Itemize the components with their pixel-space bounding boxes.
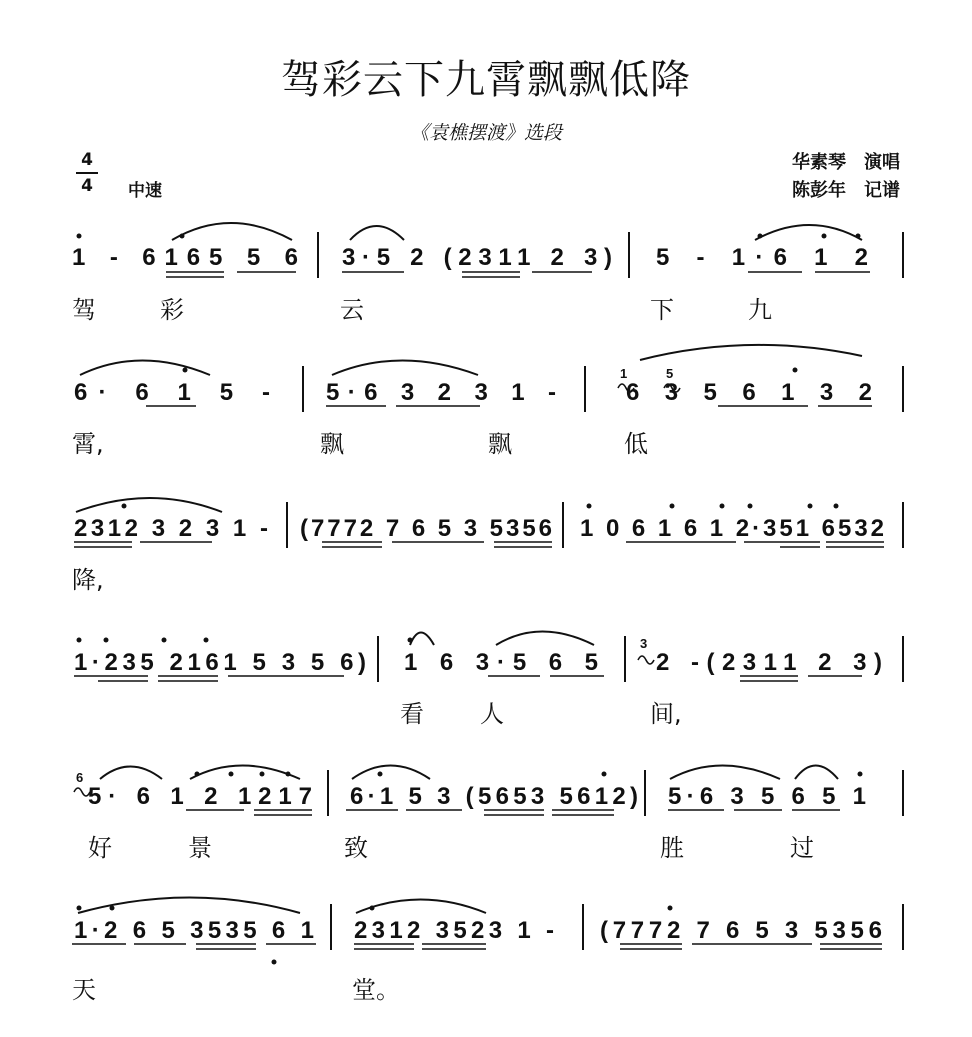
grace-hooks	[74, 384, 680, 796]
lyric-char: 致	[344, 834, 368, 862]
measure-notes: 1·235 2161 5 3 5 6)	[74, 649, 366, 676]
slur	[76, 498, 222, 512]
lyric-char: 过	[790, 834, 814, 862]
slur	[795, 766, 838, 780]
time-signature-bottom: 4	[81, 176, 93, 196]
lyric-char: 人	[480, 700, 504, 728]
measure-notes: 1 - 6165 5 6	[72, 244, 298, 271]
lyric-char: 天	[72, 976, 96, 1004]
measure-notes: (7772 7 6 5 3 5356	[600, 917, 882, 944]
lyric-char: 九	[748, 296, 772, 324]
measure-notes: 1 0 6 1 6 1 2·351 6532	[580, 515, 884, 542]
measure-notes: 5 - 1·6 1 2	[656, 244, 868, 271]
measure-notes: 2 -(2311 2 3)	[656, 649, 882, 676]
measure-notes: 6 3 5 6 1 3 2	[626, 379, 872, 406]
slur	[410, 633, 434, 646]
low-octave-dot	[272, 960, 277, 965]
measure-notes: 3·5 2 (2311 2 3)	[342, 244, 612, 271]
lyric-char: 间,	[650, 700, 682, 728]
measure-notes: 2312 3 2 3 1 -	[74, 515, 268, 542]
tempo-marking: 中速	[128, 181, 162, 201]
measure-notes: 5·6 3 5 6 5 1	[668, 783, 866, 810]
measure-notes: 1 6 3·5 6 5	[404, 649, 598, 676]
measure-notes: (7772 7 6 5 3 5356	[300, 515, 552, 542]
performer-credit: 华素琴 演唱	[792, 152, 900, 173]
lyric-char: 看	[400, 700, 424, 728]
slur	[350, 226, 404, 240]
lyric-char: 低	[624, 430, 648, 458]
lyric-char: 霄,	[72, 430, 104, 458]
slur	[332, 361, 478, 376]
time-signature-top: 4	[81, 150, 93, 170]
measure-notes: 6· 6 1 5 -	[74, 379, 270, 406]
lyric-char: 下	[650, 296, 674, 324]
lyric-char: 好	[88, 834, 112, 862]
measure-notes: 5· 6 1 2 1217	[88, 783, 312, 810]
measure-notes: 1·2 6 5 3535 6 1	[74, 917, 314, 944]
slur	[640, 345, 862, 360]
slur	[190, 766, 300, 780]
grace-notes	[76, 366, 673, 785]
song-subtitle: 《袁樵摆渡》选段	[409, 122, 562, 144]
slur	[172, 223, 292, 240]
slur	[80, 361, 210, 376]
measure-notes: 2312 3523 1 -	[354, 917, 554, 944]
song-title: 驾彩云下九霄飘飘低降	[281, 57, 691, 103]
grace-note: 1	[620, 366, 628, 381]
slur	[755, 225, 862, 240]
lyric-char: 降,	[72, 566, 104, 594]
slur	[100, 767, 162, 780]
grace-note: 3	[640, 636, 648, 651]
grace-note: 6	[76, 770, 84, 785]
lyric-char: 景	[188, 834, 212, 862]
lyric-char: 飘	[320, 430, 344, 458]
slur	[356, 900, 486, 914]
lyric-char: 胜	[660, 834, 684, 862]
transcriber-credit: 陈彭年 记谱	[792, 180, 900, 201]
lyric-char: 云	[340, 296, 364, 324]
grace-note: 5	[666, 366, 674, 381]
lyric-char: 堂。	[352, 976, 400, 1004]
slur	[496, 632, 594, 646]
lyric-char: 驾	[72, 296, 96, 324]
slur	[352, 766, 430, 780]
measure-notes: 6·1 5 3 (5653 5612)	[350, 783, 638, 810]
measure-notes: 5·6 3 2 3 1 -	[326, 379, 556, 406]
lyric-char: 飘	[488, 430, 512, 458]
lyric-char: 彩	[160, 296, 184, 324]
slur	[670, 766, 780, 780]
slur	[78, 898, 300, 914]
